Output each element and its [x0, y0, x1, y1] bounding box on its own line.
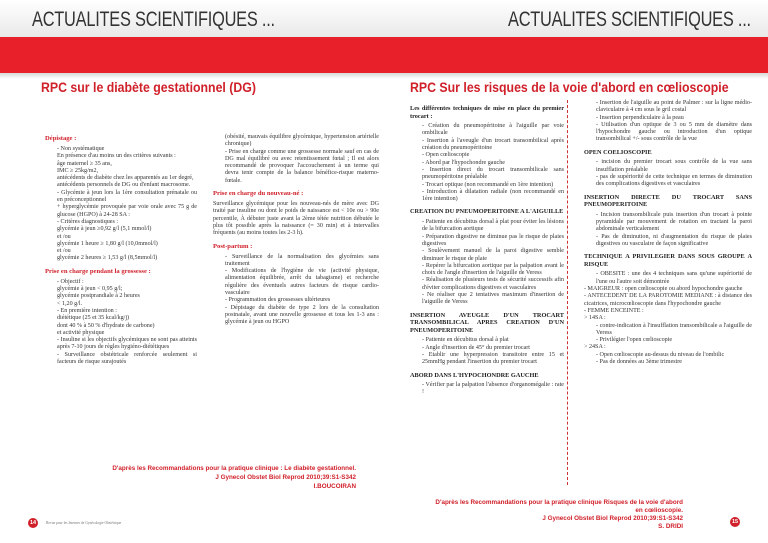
paragraph: et /ou	[57, 248, 71, 255]
paragraph: - Repérer la bifurcation aortique par la palpation avant le choix de l'angle d'insertion de l'aiguille de Veress	[422, 262, 564, 277]
reference-left	[26, 464, 356, 491]
reference-line: J Gynecol Obstet Biol Reprod 2010;39:S1-S342	[215, 474, 356, 481]
section-heading: TECHNIQUE A PRIVILEGIER DANS SOUS GROUPE A RISQUE	[584, 253, 752, 268]
paragraph: glycémie 2 heures ≥ 1,53 g/l (8,5mmol/l)	[57, 255, 158, 262]
left-column-1	[45, 130, 197, 366]
paragraph: - Objectif :	[57, 278, 84, 285]
paragraph: - Prise en charge comme une grossesse normale sauf en cas de DG mal équilibré ou avec retentissement fœtal ; Il est alors recommandé de provoquer l'accouchement à un terme qui devra tenir compte de la balance bénéfice-risque materno-fœtale.	[225, 148, 379, 184]
paragraph: - Pas de diminution, ni d'augmentation du risque de plaies digestives ou vasculaire de façon significative	[596, 233, 752, 247]
paragraph: glycémie à jeun ≥0,92 g/l (5,1 mmol/l)	[57, 226, 152, 233]
paragraph: - Insertion perpendiculaire à la peau	[596, 114, 684, 121]
section-heading: CREATION DU PNEUMOPERITOINE A L'AIGUILLE	[410, 208, 564, 216]
page-title-right: RPC Sur les risques de la voie d'abord en cœlioscopie	[410, 79, 729, 95]
paragraph: - Introduction à dilatation radiale (non recommandé en 1ère intention)	[422, 188, 564, 203]
reference-line: en cœlioscopie.	[635, 507, 683, 514]
paragraph: - Etablir une hyperpression transitoire entre 15 et 25mmHg pendant l'insertion du premier trocart	[422, 351, 564, 366]
paragraph: - Abord par l'hypochondre gauche	[422, 159, 505, 166]
paragraph: - Modifications de l'hygiène de vie (activité physique, alimentation équilibrée, arrêt du tabagisme) et recherche régulière des éventuels autres facteurs de risque cardio-vasculaire	[225, 268, 379, 297]
paragraph: - Non systématique	[57, 146, 105, 152]
paragraph: - En première intention :	[57, 307, 117, 314]
paragraph: - Préparation digestive ne diminue pas le risque de plaies digestives	[422, 233, 564, 247]
paragraph: - contre-indication à l'insufflation transombilicale a l'aiguille de Veress	[596, 322, 752, 336]
reference-right	[343, 499, 683, 531]
paragraph: - Insertion à l'aveugle d'un trocart transombilical après création du pneumopéritoine	[422, 137, 564, 152]
section-heading: OPEN COELIOSCOPIE	[584, 148, 652, 156]
paragraph: - pas de supériorité de cette technique en termes de diminution des complications digestives et vasculaires	[596, 173, 752, 188]
paragraph: + hyperglycémie provoquée par voie orale avec 75 g de glucose (HGPO) à 24-28 SA :	[57, 204, 197, 218]
paragraph: - Programmation des grossesses ultérieures	[225, 297, 331, 304]
section-heading: INSERTION AVEUGLE D'UN TROCART TRANSOMBILICAL APRES CREATION D'UN PNEUMOPERITOINE	[410, 311, 564, 334]
paragraph: IMC ≥ 25kg/m2,	[57, 167, 99, 174]
right-column-1	[410, 100, 564, 397]
page-title-left: RPC sur le diabète gestationnel (DG)	[41, 79, 256, 95]
section-heading: ABORD DANS L'HYPOCHONDRE GAUCHE	[410, 371, 539, 379]
paragraph: En présence d'au moins un des critères suivants :	[57, 153, 176, 160]
page-number-left: 14	[29, 520, 37, 526]
reference-line: D'après les Recommandations pour la pratique clinique Risques de la voie d'abord	[435, 499, 683, 506]
paragraph: - Angle d'insertion de 45° du premier trocart	[422, 344, 530, 351]
paragraph: Surveillance glycémique pour les nouveau-nés de mère avec DG traité par insuline ou dont le poids de naissance est < 10e ou > 90e percentile, À débuter juste avant la 2ème tétée nutrition débutée le plus tôt possible après la naissance (= 30 min) et à intervalles fréquents (au moins toutes les 2-3 h).	[213, 201, 379, 237]
paragraph: antécédents personnels de DG ou d'enfant macrosome.	[57, 182, 191, 189]
paragraph: > 24SA :	[584, 344, 606, 351]
paragraph: - Critères diagnostiques :	[57, 218, 119, 225]
paragraph: - Dépistage du diabète de type 2 lors de la consultation postnatale, avant une nouvelle grossesse et tous les 1-3 ans : glycémie à jeun ou HGPO	[225, 304, 379, 326]
paragraph: âge maternel ≥ 35 ans,	[57, 160, 112, 167]
section-heading: Dépistage :	[45, 135, 77, 142]
paragraph: - Trocart optique (non recommandé en 1ère intention)	[422, 181, 554, 188]
reference-line: D'après les Recommandations pour la pratique clinique : Le diabète gestationnel.	[112, 465, 356, 472]
paragraph: - Surveillance obstétricale renforcée seulement si facteurs de risque surajoutés	[57, 351, 197, 366]
left-column-2	[213, 134, 379, 327]
paragraph: - Privilégier l'open cœlioscopie	[596, 337, 673, 344]
paragraph: et activité physique	[57, 329, 105, 336]
paragraph: glycémie postprandiale à 2 heures	[57, 293, 140, 300]
paragraph: diététique (25 et 35 kcal/kg/j)	[57, 315, 130, 322]
paragraph: - Réalisation de plusieurs tests de sécurité successifs afin d'éviter complications digestives et vasculaires	[422, 277, 564, 291]
paragraph: - Vérifier par la palpation l'absence d'organomégalie : rate !	[422, 382, 564, 396]
section-heading: Prise en charge pendant la grossesse :	[45, 267, 151, 275]
red-banner	[0, 37, 768, 73]
paragraph: (obésité, mauvais équilibre glycémique, hypertension artérielle chronique)	[225, 134, 379, 148]
page-number-right: 15	[731, 519, 739, 525]
paragraph: - FEMME ENCEINTE :	[584, 307, 644, 314]
paragraph: - Insertion de l'aiguille au point de Palmer : sur la ligne médio-claviculaire à 4 cm sous le gril costal	[596, 100, 752, 114]
paragraph: glycémie 1 heure ≥ 1,80 g/l (10,0mmol/l)	[57, 240, 158, 247]
paragraph: glycémie à jeun < 0,95 g/l;	[57, 286, 123, 293]
paragraph: - ANTECEDENT DE LA PAROTOMIE MEDIANE : à distance des cicatrices, microcœlioscopie dans l'hypochondre gauche	[584, 293, 752, 307]
section-heading: INSERTION DIRECTE DU TROCART SANS PNEUMOPERITOINE	[584, 193, 752, 209]
paragraph: - Patiente en décubitus dorsal à plat	[422, 337, 509, 344]
header-title-right: ACTUALITES SCIENTIFIQUES ...	[508, 8, 751, 31]
paragraph: - Glycémie à jeun lors la 1ère consultation prénatale ou en préconceptionnel	[57, 189, 197, 204]
paragraph: - Open cœlioscopie	[422, 152, 470, 159]
footer-text: Revue pour les Internes de Gynécologie Obstétrique	[46, 521, 122, 525]
section-heading: Les différentes techniques de mise en place du premier trocart :	[410, 105, 564, 120]
paragraph: - Surveillance de la normalisation des glycémies sans traitement	[225, 253, 379, 267]
reference-author: S. DRIDI	[658, 523, 683, 530]
paragraph: - Utilisation d'un optique de 3 ou 5 mm de diamètre dans l'hypochondre gauche ou introduction d'un optique transombilical +/- sous contrôle de la vue	[596, 121, 752, 143]
paragraph: - Soulèvement manuel de la paroi digestive semble diminuer le risque de plaie	[422, 248, 564, 262]
paragraph: - MAIGREUR : open cœlioscopie ou abord hypochondre gauche	[584, 286, 743, 293]
paragraph: > 14SA :	[584, 315, 606, 322]
paragraph: - Patiente en décubitus dorsal à plat pour éviter les lésions de la bifurcation aortique	[422, 219, 564, 233]
paragraph: - Open cœlioscopie au-dessus du niveau de l'ombilic	[596, 351, 725, 358]
paragraph: antécédents de diabète chez les apparentés au 1er degré,	[57, 175, 194, 182]
paragraph: - incision du premier trocart sous contrôle de la vue sans insufflation préalable	[596, 159, 752, 173]
paragraph: - Incision transombilicale puis insertion d'un trocart à pointe pyramidale par mouvement de rotation en tractant la paroi abdominale verticalement	[596, 211, 752, 233]
paragraph: - Insuline si les objectifs glycémiques ne sont pas atteints après 7-10 jours de règles hygiéno-diététiques	[57, 337, 197, 351]
header-title-left: ACTUALITES SCIENTIFIQUES ...	[32, 8, 275, 31]
paragraph: - Insertion direct du trocart transombilicale sans pneumopéritoine préalable	[422, 166, 564, 181]
paragraph: - Création du pneumopéritoine à l'aiguille par voie ombilicale	[422, 123, 564, 137]
section-heading: Prise en charge du nouveau-né :	[213, 190, 304, 198]
paragraph: - OBESITE : une des 4 techniques sans qu'une supériorité de l'une ou l'autre soit démontrée	[596, 271, 752, 285]
paragraph: - Pas de données au 3ème trimestre	[596, 358, 682, 365]
reference-author: I.BOUCOIRAN	[313, 483, 356, 490]
reference-line: J Gynecol Obstet Biol Reprod 2010;39:S1-S342	[542, 515, 683, 522]
section-heading: Post-partum :	[213, 242, 253, 250]
paragraph: dont 40 % à 50 % d'hydrate de carbone)	[57, 322, 155, 329]
paragraph: - Ne réaliser que 2 tentatives maximum d'insertion de l'aiguille de Veress	[422, 292, 564, 306]
column-divider	[567, 100, 568, 485]
paragraph: < 1,20 g/l.	[57, 300, 83, 307]
right-column-2	[584, 100, 752, 366]
paragraph: et /ou	[57, 233, 71, 240]
